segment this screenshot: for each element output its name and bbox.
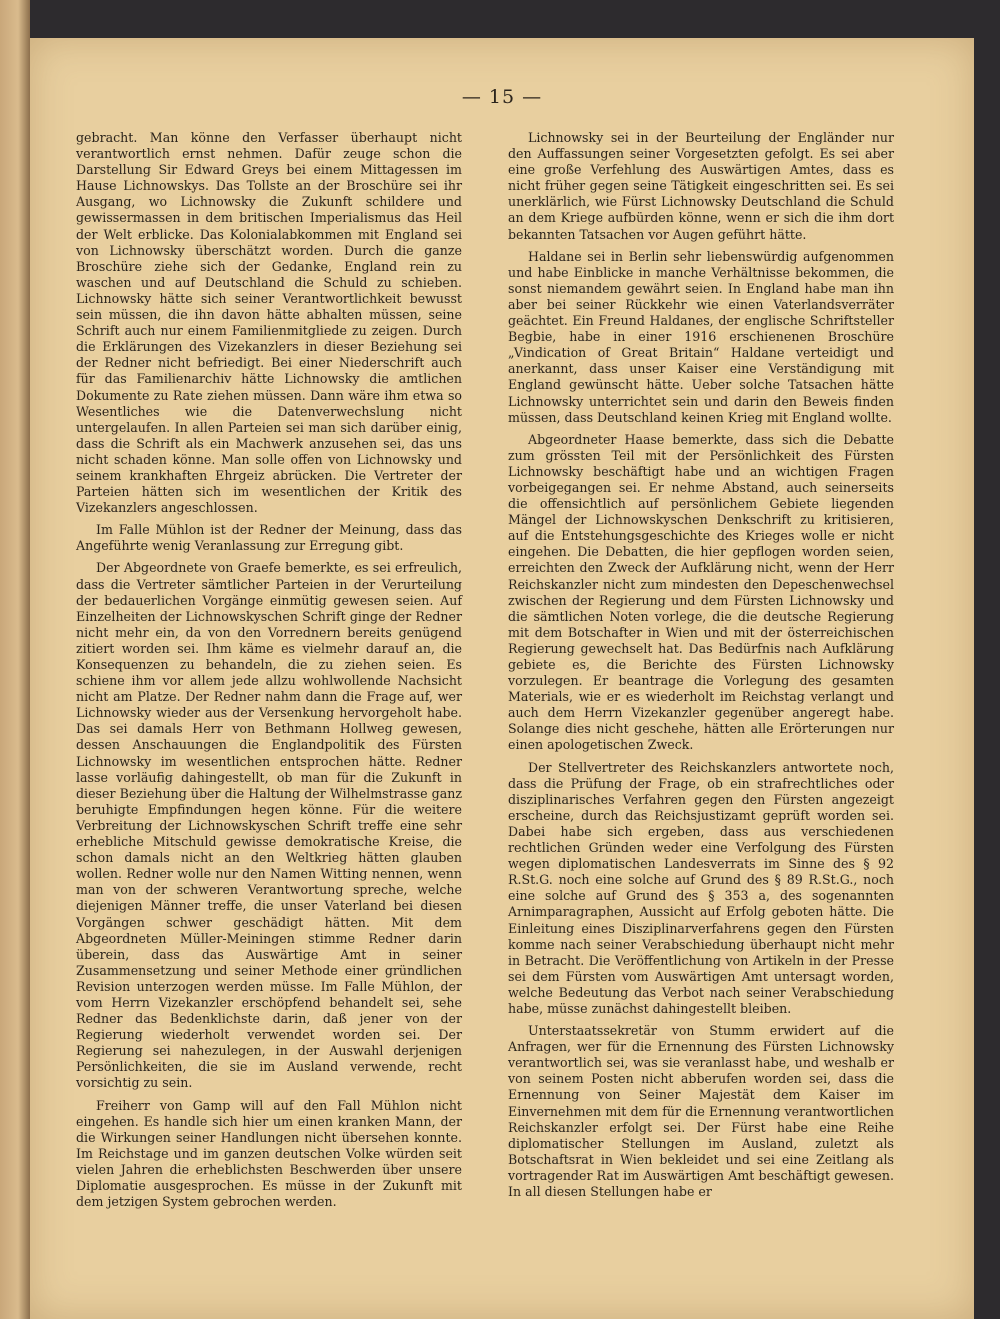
paragraph: Im Falle Mühlon ist der Redner der Meinung, dass das Angeführte wenig Veranlassung zur Erregung gibt. xyxy=(76,522,462,554)
paragraph: Unterstaatssekretär von Stumm erwidert auf die Anfragen, wer für die Ernennung des Fürsten Lichnowsky verantwortlich sei, was sie veranlasst habe, und weshalb er von seinem Posten nicht abberufen worden sei, dass die Ernennung von Seiner Majestät dem Kaiser im Einvernehmen mit dem für die Ernennung verantwortlichen Reichskanzler erfolgt sei. Der Fürst habe eine Reihe diplomatischer Stellungen im Ausland, zuletzt als Botschaftsrat in Wien bekleidet und sei eine Zeitlang als vortragender Rat im Auswärtigen Amt beschäftigt gewesen. In all diesen Stellungen habe er xyxy=(508,1023,894,1199)
paragraph: Lichnowsky sei in der Beurteilung der Engländer nur den Auffassungen seiner Vorgesetzten gefolgt. Es sei aber eine große Verfehlung des Auswärtigen Amtes, dass es nicht früher gegen seine Tätigkeit eingeschritten sei. Es sei unerklärlich, wie Fürst Lichnowsky Deutschland die Schuld an dem Kriege aufbürden könne, wenn er sich die ihm dort bekannten Tatsachen vor Augen geführt hätte. xyxy=(508,130,894,242)
paragraph: Abgeordneter Haase bemerkte, dass sich die Debatte zum grössten Teil mit der Persönlichkeit des Fürsten Lichnowsky beschäftigt habe und an wichtigen Fragen vorbeigegangen sei. Er nehme Abstand, auch seinerseits die offensichtlich auf persönlichem Gebiete liegenden Mängel der Lichnowskyschen Denkschrift zu kritisieren, auf die Entstehungsgeschichte des Krieges wolle er nicht eingehen. Die Debatten, die hier gepflogen worden seien, erreichten den Zweck der Aufklärung nicht, wenn der Herr Reichskanzler nicht zum mindesten den Depeschenwechsel zwischen der Regierung und dem Fürsten Lichnowsky und die sämtlichen Noten vorlege, die die deutsche Regierung mit dem Botschafter in Wien und mit der österreichischen Regierung gewechselt hat. Das Bedürfnis nach Aufklärung gebiete es, die Berichte des Fürsten Lichnowsky vorzulegen. Er beantrage die Vorlegung des gesamten Materials, wie er es wiederholt im Reichstag verlangt und auch dem Herrn Vizekanzler gegenüber angeregt habe. Solange dies nicht geschehe, hätten alle Erörterungen nur einen apologetischen Zweck. xyxy=(508,431,894,753)
right-column xyxy=(508,130,894,1206)
document-page xyxy=(30,38,974,1319)
page-number: — 15 — xyxy=(461,86,543,108)
paragraph: Der Stellvertreter des Reichskanzlers antwortete noch, dass die Prüfung der Frage, ob ein strafrechtliches oder disziplinarisches Verfahren gegen den Fürsten angezeigt erscheine, durch das Reichsjustizamt geprüft worden sei. Dabei habe sich ergeben, dass aus verschiedenen rechtlichen Gründen weder eine Verfolgung des Fürsten wegen diplomatischen Landesverrats im Sinne des § 92 R.St.G. noch eine solche auf Grund des § 89 R.St.G., noch eine solche auf Grund des § 353 a, des sogenannten Arnimparagraphen, Aussicht auf Erfolg geboten hätte. Die Einleitung eines Disziplinarverfahrens gegen den Fürsten komme nach seiner Verabschiedung überhaupt nicht mehr in Betracht. Die Veröffentlichung von Artikeln in der Presse sei dem Fürsten vom Auswärtigen Amt untersagt worden, welche Bedeutung das Verbot nach seiner Verabschiedung habe, müsse zunächst dahingestellt bleiben. xyxy=(508,759,894,1016)
paragraph: Haldane sei in Berlin sehr liebenswürdig aufgenommen und habe Einblicke in manche Verhältnisse bekommen, die sonst niemandem gewährt seien. In England habe man ihn aber bei seiner Rückkehr wie einen Vaterlandsverräter geächtet. Ein Freund Haldanes, der englische Schriftsteller Begbie, habe in einer 1916 erschienenen Broschüre „Vindication of Great Britain“ Haldane verteidigt und anerkannt, dass unser Kaiser eine Verständigung mit England gewünscht hätte. Ueber solche Tatsachen hätte Lichnowsky unterrichtet sein und darin den Beweis finden müssen, dass Deutschland keinen Krieg mit England wollte. xyxy=(508,248,894,425)
paragraph: Freiherr von Gamp will auf den Fall Mühlon nicht eingehen. Es handle sich hier um einen kranken Mann, der die Wirkungen seiner Handlungen nicht übersehen konnte. Im Reichstage und im ganzen deutschen Volke würden seit vielen Jahren die erheblichsten Beschwerden über unsere Diplomatie ausgesprochen. Es müsse in der Zukunft mit dem jetzigen System gebrochen werden. xyxy=(76,1097,462,1210)
paragraph: gebracht. Man könne den Verfasser überhaupt nicht verantwortlich ernst nehmen. Dafür zeuge schon die Darstellung Sir Edward Greys bei einem Mittagessen im Hause Lichnowskys. Das Tollste an der Broschüre sei ihr Ausgang, wo Lichnowsky die Zukunft schildere und gewissermassen in dem britischen Imperialismus das Heil der Welt erblicke. Das Kolonialabkommen mit England sei von Lichnowsky überschätzt worden. Durch die ganze Broschüre ziehe sich der Gedanke, England rein zu waschen und auf Deutschland die Schuld zu schieben. Lichnowsky hätte sich seiner Verantwortlichkeit bewusst sein müssen, die ihn davon hätte abhalten müssen, seine Schrift auch nur einem Familienmitgliede zu zeigen. Durch die Erklärungen des Vizekanzlers in dieser Beziehung sei der Redner nicht befriedigt. Bei einer Niederschrift auch für das Familienarchiv hätte Lichnowsky die amtlichen Dokumente zu Rate ziehen müssen. Dann wäre ihm etwa so Wesentliches wie die Datenverwechslung nicht untergelaufen. In allen Parteien sei man sich darüber einig, dass die Schrift als ein Machwerk anzusehen sei, das uns nicht schaden könne. Man solle offen von Lichnowsky und seinem krankhaften Ehrgeiz abrücken. Die Vertreter der Parteien hätten sich im wesentlichen der Kritik des Vizekanzlers angeschlossen. xyxy=(76,130,462,516)
paragraph: Der Abgeordnete von Graefe bemerkte, es sei erfreulich, dass die Vertreter sämtlicher Parteien in der Verurteilung der bedauerlichen Vorgänge einmütig gewesen seien. Auf Einzelheiten der Lichnowskyschen Schrift ginge der Redner nicht mehr ein, da von den Vorrednern bereits genügend zitiert worden sei. Ihm käme es vielmehr darauf an, die Konsequenzen zu behandeln, die zu ziehen seien. Es schiene ihm vor allem jede allzu wohlwollende Nachsicht nicht am Platze. Der Redner nahm dann die Frage auf, wer Lichnowsky wieder aus der Versenkung hervorgeholt habe. Das sei damals Herr von Bethmann Hollweg gewesen, dessen Anschauungen die Englandpolitik des Fürsten Lichnowsky im wesentlichen entsprochen hätte. Redner lasse vorläufig dahingestellt, ob man für die Zukunft in dieser Beziehung über die Haltung der Wilhelmstrasse ganz beruhigte Empfindungen hegen könne. Für die weitere Verbreitung der Lichnowskyschen Schrift treffe eine sehr erhebliche Mitschuld gewisse demokratische Kreise, die schon damals nicht an den Weltkrieg hätten glauben wollen. Redner wolle nur den Namen Witting nennen, wenn man von der schweren Verantwortung spreche, welche diejenigen Männer treffe, die unser Vaterland bei diesen Vorgängen schwer geschädigt hätten. Mit dem Abgeordneten Müller-Meiningen stimme Redner darin überein, dass das Auswärtige Amt in seiner Zusammensetzung und seiner Methode einer gründlichen Revision unterzogen werden müsse. Im Falle Mühlon, der vom Herrn Vizekanzler erschöpfend behandelt sei, sehe Redner das Bedenklichste darin, daß jener von der Regierung wiederholt verwendet worden sei. Der Regierung sei nahezulegen, in der Auswahl derjenigen Persönlichkeiten, die sie im Ausland verwende, recht vorsichtig zu sein. xyxy=(76,560,462,1091)
left-column xyxy=(76,130,462,1216)
facing-page-edge xyxy=(0,0,30,1319)
